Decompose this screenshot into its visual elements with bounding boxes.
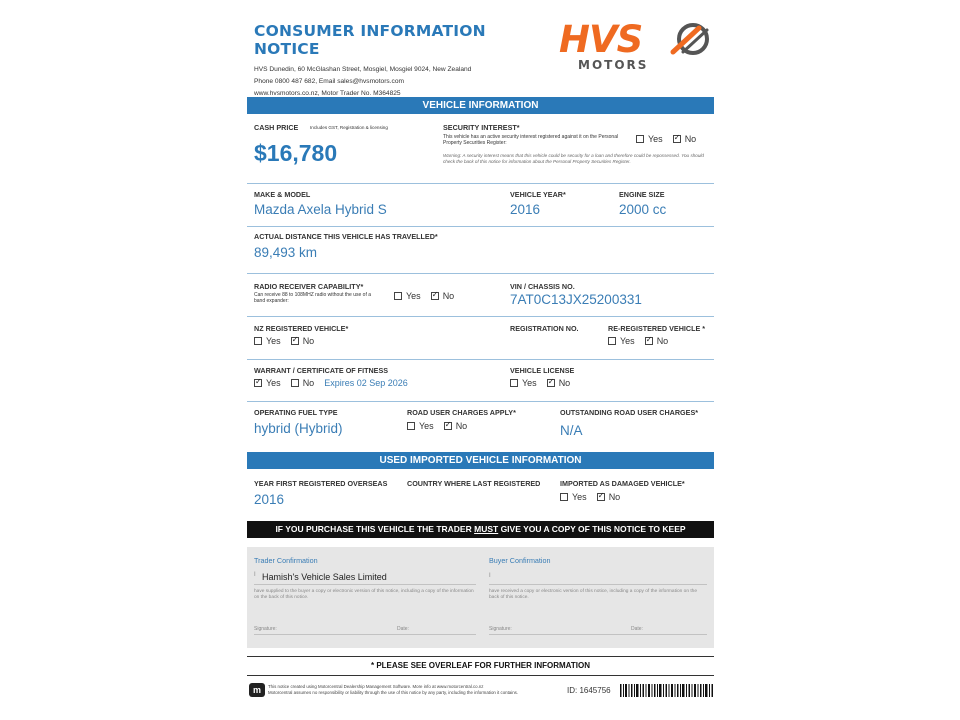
radio-choice: Yes ✓ No: [394, 291, 454, 301]
nz-registered-yes-checkbox[interactable]: [254, 337, 262, 345]
notice-header: [254, 22, 554, 100]
license-yes-checkbox[interactable]: [510, 379, 518, 387]
distance-label: ACTUAL DISTANCE THIS VEHICLE HAS TRAVELLED*: [254, 232, 438, 241]
vehicle-year-label: VEHICLE YEAR*: [510, 190, 566, 199]
re-registered-label: RE-REGISTERED VEHICLE *: [608, 324, 706, 333]
trader-name-line: [254, 584, 476, 585]
dealer-contact: Phone 0800 487 682, Email sales@hvsmotors.com: [254, 78, 405, 85]
cash-price-label: CASH PRICE: [254, 123, 299, 132]
buyer-prefix: I: [489, 573, 491, 579]
vin-label: VIN / CHASSIS NO.: [510, 282, 575, 291]
re-registered-yes-checkbox[interactable]: [608, 337, 616, 345]
imported-vehicle-bar: USED IMPORTED VEHICLE INFORMATION: [247, 452, 714, 469]
motorcentral-logo-icon: m: [249, 683, 265, 697]
logo-subtitle: MOTORS: [578, 58, 649, 72]
trader-signature-label: Signature:: [254, 626, 277, 632]
vehicle-year-value: 2016: [510, 202, 541, 217]
country-last-label: COUNTRY WHERE LAST REGISTERED: [407, 479, 541, 488]
damaged-no-checkbox[interactable]: [597, 493, 605, 501]
registration-row: [247, 317, 714, 360]
barcode-icon: [620, 684, 714, 697]
security-yes-checkbox[interactable]: [636, 135, 644, 143]
security-interest-description: This vehicle has an active security interest registered against it on the Personal Property Securities Register:: [443, 134, 619, 146]
hvs-motors-logo: [559, 20, 715, 76]
damaged-yes-checkbox[interactable]: [560, 493, 568, 501]
ruc-apply-choice: Yes ✓ No: [407, 421, 467, 431]
footer-disclaimer: This notice created using Motorcentral Dealership Management Software. More info at www.motorcentral.co.nz Motorcentral assumes no responsibility or liability through the use of this notice by any party, including the information it contains.: [268, 684, 519, 695]
radio-no-checkbox[interactable]: [431, 292, 439, 300]
distance-value: 89,493 km: [254, 245, 318, 260]
fuel-type-value: hybrid (Hybrid): [254, 421, 343, 436]
imported-damaged-label: IMPORTED AS DAMAGED VEHICLE*: [560, 479, 685, 488]
trader-confirmation-heading: Trader Confirmation: [254, 556, 318, 565]
notice-id: ID: 1645756: [567, 686, 611, 695]
buyer-confirmation-text: have received a copy or electronic version of this notice, including a copy of the information on the back of this notice.: [489, 589, 697, 600]
warrant-no-checkbox[interactable]: [291, 379, 299, 387]
warrant-label: WARRANT / CERTIFICATE OF FITNESS: [254, 366, 389, 375]
trader-signature-line[interactable]: [254, 634, 476, 635]
radio-vin-row: [247, 274, 714, 317]
footer: [247, 680, 714, 702]
trader-confirmation-text: have supplied to the buyer a copy or electronic version of this notice, including a copy of the information on the back of this notice.: [254, 589, 474, 600]
buyer-signature-line[interactable]: [489, 634, 707, 635]
trader-name-field[interactable]: Hamish's Vehicle Sales Limited: [262, 572, 387, 582]
consumer-information-notice: [247, 16, 714, 706]
distance-row: [247, 227, 714, 274]
security-interest-label: SECURITY INTEREST*: [443, 123, 520, 132]
fuel-type-label: OPERATING FUEL TYPE: [254, 408, 338, 417]
warrant-expiry: Expires 02 Sep 2026: [324, 378, 408, 388]
security-interest-choice: Yes ✓ No: [636, 134, 696, 144]
imported-row: [247, 469, 714, 516]
vehicle-information-bar: VEHICLE INFORMATION: [247, 97, 714, 114]
make-model-label: MAKE & MODEL: [254, 190, 311, 199]
logo-wordmark: HVS: [559, 18, 643, 61]
security-no-checkbox[interactable]: [673, 135, 681, 143]
dealer-address: HVS Dunedin, 60 McGlashan Street, Mosgiel, Mosgiel 9024, New Zealand: [254, 66, 472, 73]
dealer-web: www.hvsmotors.co.nz, Motor Trader No. M364825: [254, 90, 401, 97]
buyer-confirmation-heading: Buyer Confirmation: [489, 556, 551, 565]
confirmation-panel: [247, 547, 714, 648]
imported-damaged-choice: Yes ✓ No: [560, 492, 620, 502]
registration-no-label: REGISTRATION NO.: [510, 324, 579, 333]
warrant-yes-checkbox[interactable]: [254, 379, 262, 387]
buyer-name-line[interactable]: [489, 584, 707, 585]
fuel-ruc-row: [247, 402, 714, 452]
nz-registered-choice: Yes ✓ No: [254, 336, 314, 346]
cash-price-note: Includes GST, Registration & licensing: [310, 125, 388, 130]
ruc-outstanding-label: OUTSTANDING ROAD USER CHARGES*: [560, 408, 699, 417]
ruc-outstanding-value: N/A: [560, 423, 583, 438]
radio-label: RADIO RECEIVER CAPABILITY*: [254, 282, 364, 291]
radio-description: Can receive 88 to 108MHZ radio without the use of a band expander:: [254, 292, 372, 304]
warrant-choice: ✓ Yes No Expires 02 Sep 2026: [254, 378, 408, 388]
vehicle-license-choice: Yes ✓ No: [510, 378, 570, 388]
price-security-row: [247, 114, 714, 184]
vin-value: 7AT0C13JX25200331: [510, 292, 642, 307]
re-registered-no-checkbox[interactable]: [645, 337, 653, 345]
steering-wheel-icon: [669, 22, 713, 58]
year-overseas-label: YEAR FIRST REGISTERED OVERSEAS: [254, 479, 388, 488]
warrant-license-row: [247, 360, 714, 402]
trader-prefix: I: [254, 572, 256, 578]
ruc-no-checkbox[interactable]: [444, 422, 452, 430]
trader-must-notice-bar: IF YOU PURCHASE THIS VEHICLE THE TRADER MUST GIVE YOU A COPY OF THIS NOTICE TO KEEP: [247, 521, 714, 538]
nz-registered-no-checkbox[interactable]: [291, 337, 299, 345]
engine-size-value: 2000 cc: [619, 202, 667, 217]
engine-size-label: ENGINE SIZE: [619, 190, 665, 199]
re-registered-choice: Yes ✓ No: [608, 336, 668, 346]
make-model-value: Mazda Axela Hybrid S: [254, 202, 387, 217]
ruc-yes-checkbox[interactable]: [407, 422, 415, 430]
cash-price-value: $16,780: [254, 140, 338, 166]
ruc-apply-label: ROAD USER CHARGES APPLY*: [407, 408, 516, 417]
nz-registered-label: NZ REGISTERED VEHICLE*: [254, 324, 349, 333]
overleaf-note: * PLEASE SEE OVERLEAF FOR FURTHER INFORMATION: [247, 656, 714, 676]
make-model-row: [247, 184, 714, 227]
year-overseas-value: 2016: [254, 492, 285, 507]
buyer-signature-label: Signature:: [489, 626, 512, 632]
security-warning: Warning: A security interest means that this vehicle could be security for a loan and therefore could be repossessed. You should check the back of this notice for information about the Personal Property Securities Register.: [443, 153, 704, 164]
vehicle-license-label: VEHICLE LICENSE: [510, 366, 575, 375]
trader-date-label: Date:: [397, 626, 409, 632]
notice-title: CONSUMER INFORMATION NOTICE: [254, 22, 486, 58]
license-no-checkbox[interactable]: [547, 379, 555, 387]
radio-yes-checkbox[interactable]: [394, 292, 402, 300]
buyer-date-label: Date:: [631, 626, 643, 632]
